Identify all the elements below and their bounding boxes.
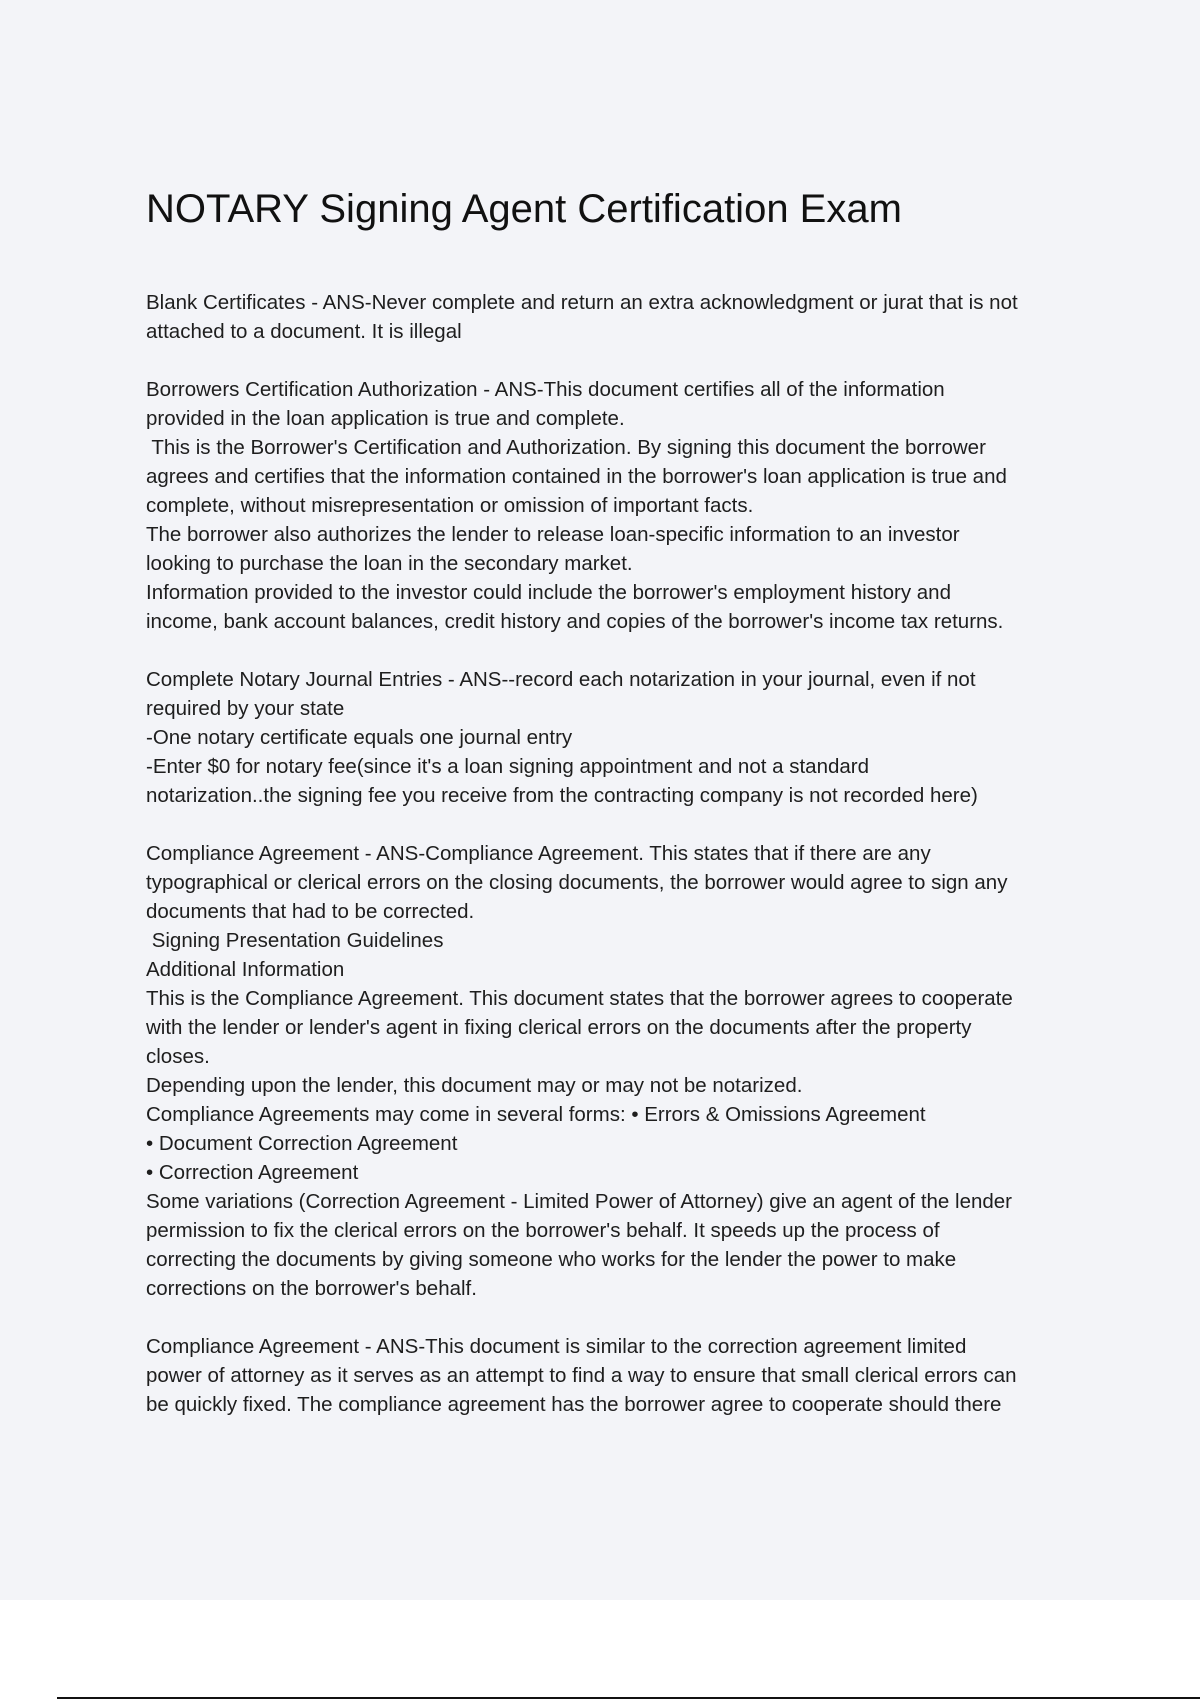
entry-line: Signing Presentation Guidelines [146,929,444,952]
entry-line: looking to purchase the loan in the secondary market. [146,552,633,575]
entry-line: • Correction Agreement [146,1161,359,1184]
entry-line: • Document Correction Agreement [146,1132,458,1155]
entry-line: Complete Notary Journal Entries - ANS--record each notarization in your journal, even if not [146,668,976,691]
entry-line: Borrowers Certification Authorization - ANS-This document certifies all of the information [146,378,945,401]
entry-line: -One notary certificate equals one journal entry [146,726,573,749]
entry-line: complete, without misrepresentation or omission of important facts. [146,494,754,517]
entry-line: Compliance Agreement - ANS-This document is similar to the correction agreement limited [146,1335,967,1358]
entry-line: notarization..the signing fee you receive from the contracting company is not recorded here) [146,784,978,807]
entry-line: be quickly fixed. The compliance agreement has the borrower agree to cooperate should there [146,1393,1002,1416]
page-title: NOTARY Signing Agent Certification Exam [146,187,902,231]
entry-line: with the lender or lender's agent in fixing clerical errors on the documents after the property [146,1016,972,1039]
entry-line: Some variations (Correction Agreement - Limited Power of Attorney) give an agent of the lender [146,1190,1013,1213]
entry-line: Depending upon the lender, this document may or may not be notarized. [146,1074,803,1097]
entry-line: permission to fix the clerical errors on the borrower's behalf. It speeds up the process of [146,1219,940,1242]
entry-line: Information provided to the investor could include the borrower's employment history and [146,581,951,604]
entry-line: Compliance Agreement - ANS-Compliance Agreement. This states that if there are any [146,842,931,865]
qa-entry [146,1332,1096,1419]
entry-list [146,288,1096,1419]
entry-line: corrections on the borrower's behalf. [146,1277,477,1300]
entry-line: Compliance Agreements may come in several forms: • Errors & Omissions Agreement [146,1103,926,1126]
entry-line: Additional Information [146,958,345,981]
qa-entry [146,665,1096,810]
document-body [146,182,1096,1448]
entry-line: This is the Compliance Agreement. This document states that the borrower agrees to cooperate [146,987,1013,1010]
entry-line: This is the Borrower's Certification and Authorization. By signing this document the borrower [146,436,986,459]
entry-line: documents that had to be corrected. [146,900,475,923]
qa-entry [146,375,1096,636]
qa-entry [146,288,1096,346]
entry-line: required by your state [146,697,345,720]
entry-line: -Enter $0 for notary fee(since it's a loan signing appointment and not a standard [146,755,869,778]
entry-line: agrees and certifies that the information contained in the borrower's loan application is true and [146,465,1007,488]
entry-line: correcting the documents by giving someone who works for the lender the power to make [146,1248,957,1271]
entry-line: Blank Certificates - ANS-Never complete and return an extra acknowledgment or jurat that is not [146,291,1018,314]
entry-line: closes. [146,1045,210,1068]
qa-entry [146,839,1096,1303]
entry-line: attached to a document. It is illegal [146,320,462,343]
entry-line: typographical or clerical errors on the closing documents, the borrower would agree to sign any [146,871,1008,894]
footer-divider [57,1697,1200,1699]
entry-line: provided in the loan application is true and complete. [146,407,625,430]
entry-line: power of attorney as it serves as an attempt to find a way to ensure that small clerical errors can [146,1364,1017,1387]
entry-line: income, bank account balances, credit history and copies of the borrower's income tax returns. [146,610,1004,633]
entry-line: The borrower also authorizes the lender to release loan-specific information to an investor [146,523,960,546]
